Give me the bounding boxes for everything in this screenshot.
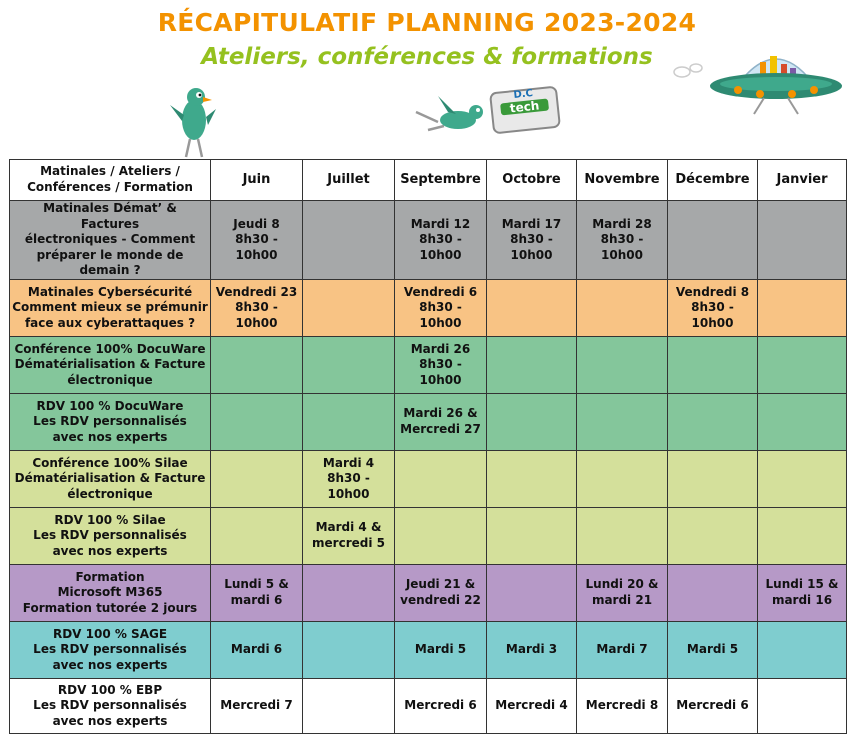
row-label: Matinales Cybersécurité Comment mieux se prémunir face aux cyberattaques ? — [10, 279, 211, 336]
schedule-cell: Lundi 20 & mardi 21 — [577, 564, 668, 621]
table-row — [10, 678, 847, 733]
schedule-cell: Mardi 5 — [395, 621, 487, 678]
schedule-cell: Vendredi 23 8h30 - 10h00 — [211, 279, 303, 336]
schedule-cell — [303, 678, 395, 733]
month-header: Décembre — [668, 160, 758, 201]
schedule-cell — [758, 621, 847, 678]
schedule-cell: Mardi 28 8h30 - 10h00 — [577, 201, 668, 280]
schedule-cell — [303, 201, 395, 280]
schedule-cell: Mardi 7 — [577, 621, 668, 678]
planning-table — [9, 159, 847, 734]
schedule-cell — [487, 393, 577, 450]
schedule-cell: Mardi 4 & mercredi 5 — [303, 507, 395, 564]
row-label: RDV 100 % SAGE Les RDV personnalisés avec nos experts — [10, 621, 211, 678]
schedule-cell — [487, 564, 577, 621]
schedule-cell — [668, 450, 758, 507]
schedule-cell: Mercredi 6 — [668, 678, 758, 733]
schedule-cell — [668, 201, 758, 280]
schedule-cell: Lundi 15 & mardi 16 — [758, 564, 847, 621]
table-row — [10, 393, 847, 450]
schedule-cell: Jeudi 21 & vendredi 22 — [395, 564, 487, 621]
schedule-cell — [303, 279, 395, 336]
table-row — [10, 336, 847, 393]
schedule-cell — [395, 450, 487, 507]
schedule-cell: Mardi 3 — [487, 621, 577, 678]
logo-text-top: D.C — [513, 88, 534, 102]
page-subtitle: Ateliers, conférences & formations — [201, 44, 653, 70]
schedule-cell — [577, 507, 668, 564]
schedule-cell: Vendredi 8 8h30 - 10h00 — [668, 279, 758, 336]
schedule-cell: Mercredi 6 — [395, 678, 487, 733]
schedule-cell — [487, 507, 577, 564]
row-label: RDV 100 % DocuWare Les RDV personnalisés avec nos experts — [10, 393, 211, 450]
month-header: Septembre — [395, 160, 487, 201]
schedule-cell — [211, 507, 303, 564]
schedule-cell — [668, 336, 758, 393]
table-row — [10, 450, 847, 507]
schedule-cell: Mercredi 8 — [577, 678, 668, 733]
schedule-cell — [668, 564, 758, 621]
table-row — [10, 507, 847, 564]
row-label: RDV 100 % Silae Les RDV personnalisés avec nos experts — [10, 507, 211, 564]
schedule-cell: Mardi 26 8h30 - 10h00 — [395, 336, 487, 393]
month-header: Novembre — [577, 160, 668, 201]
corner-header: Matinales / Ateliers / Conférences / Formation — [10, 160, 211, 201]
schedule-cell — [758, 678, 847, 733]
schedule-cell — [577, 336, 668, 393]
table-row — [10, 279, 847, 336]
month-header: Juin — [211, 160, 303, 201]
schedule-cell: Vendredi 6 8h30 - 10h00 — [395, 279, 487, 336]
schedule-cell — [303, 564, 395, 621]
logo-text-bottom: tech — [500, 98, 549, 115]
schedule-cell — [758, 201, 847, 280]
schedule-cell: Mercredi 7 — [211, 678, 303, 733]
flying-saucer-icon — [668, 42, 850, 118]
schedule-cell: Mardi 6 — [211, 621, 303, 678]
schedule-cell — [758, 336, 847, 393]
row-label: RDV 100 % EBP Les RDV personnalisés avec nos experts — [10, 678, 211, 733]
row-label: Formation Microsoft M365 Formation tutorée 2 jours — [10, 564, 211, 621]
month-header: Janvier — [758, 160, 847, 201]
month-header: Juillet — [303, 160, 395, 201]
table-row — [10, 621, 847, 678]
schedule-cell — [577, 393, 668, 450]
table-row — [10, 201, 847, 280]
schedule-cell — [487, 450, 577, 507]
schedule-cell — [758, 393, 847, 450]
schedule-cell: Mercredi 4 — [487, 678, 577, 733]
schedule-cell: Mardi 4 8h30 - 10h00 — [303, 450, 395, 507]
row-label: Conférence 100% DocuWare Dématérialisation & Facture électronique — [10, 336, 211, 393]
schedule-cell: Lundi 5 & mardi 6 — [211, 564, 303, 621]
schedule-cell — [395, 507, 487, 564]
schedule-cell: Mardi 26 & Mercredi 27 — [395, 393, 487, 450]
row-label: Matinales Démat’ & Factures électroniques - Comment préparer le monde de demain ? — [10, 201, 211, 280]
page-title: RÉCAPITULATIF PLANNING 2023-2024 — [157, 8, 697, 37]
schedule-cell — [758, 450, 847, 507]
schedule-cell — [668, 393, 758, 450]
schedule-cell — [211, 336, 303, 393]
schedule-cell: Mardi 17 8h30 - 10h00 — [487, 201, 577, 280]
schedule-cell — [487, 279, 577, 336]
schedule-cell: Mardi 12 8h30 - 10h00 — [395, 201, 487, 280]
schedule-cell — [211, 393, 303, 450]
schedule-cell — [303, 621, 395, 678]
schedule-cell — [758, 507, 847, 564]
bird-mascot-left-icon — [162, 75, 222, 165]
schedule-cell — [303, 336, 395, 393]
schedule-cell — [577, 279, 668, 336]
table-row — [10, 564, 847, 621]
schedule-cell — [668, 507, 758, 564]
month-header: Octobre — [487, 160, 577, 201]
schedule-cell — [758, 279, 847, 336]
row-label: Conférence 100% Silae Dématérialisation & Facture électronique — [10, 450, 211, 507]
schedule-cell: Jeudi 8 8h30 - 10h00 — [211, 201, 303, 280]
schedule-cell — [487, 336, 577, 393]
schedule-cell — [211, 450, 303, 507]
schedule-cell: Mardi 5 — [668, 621, 758, 678]
schedule-cell — [303, 393, 395, 450]
table-header-row — [10, 160, 847, 201]
schedule-cell — [577, 450, 668, 507]
